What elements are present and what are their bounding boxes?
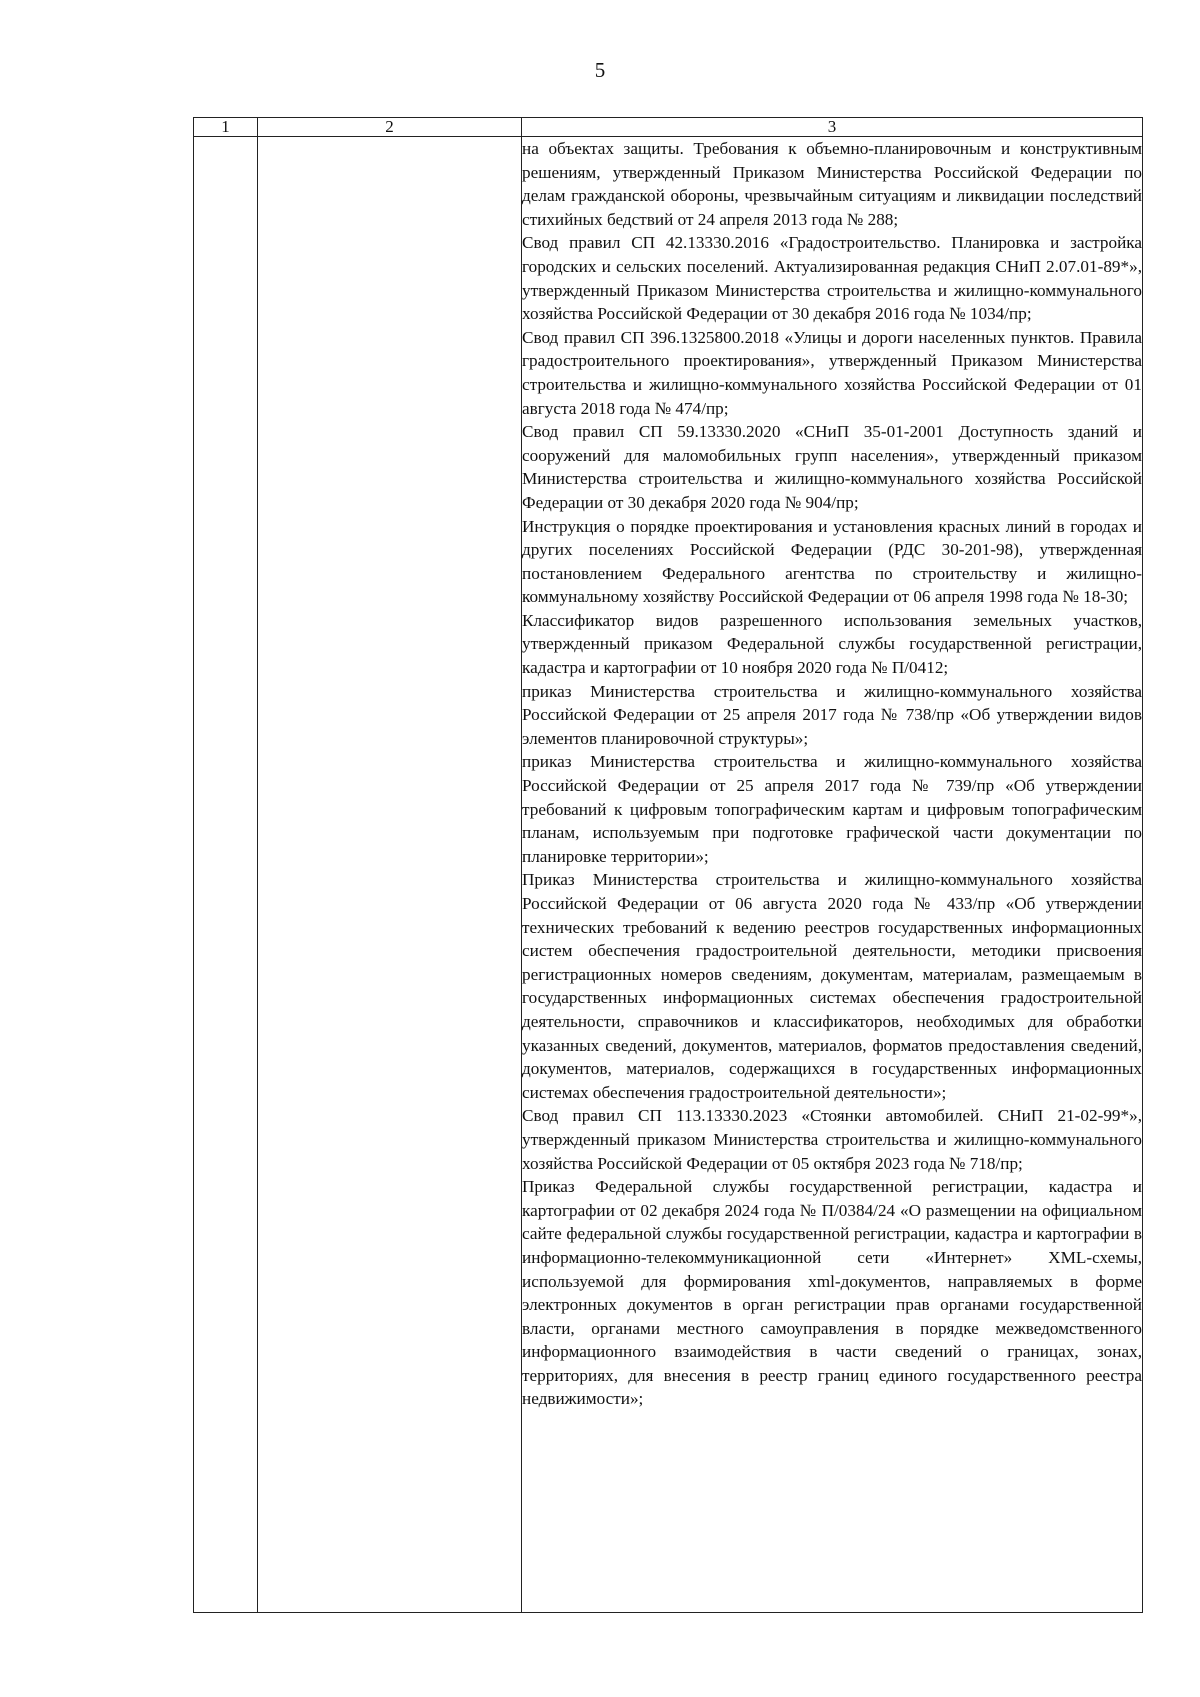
paragraph-rds-instruction: Инструкция о порядке проектирования и установления красных линий в городах и других поселениях Российской Федерации (РДС 30-201-98), утвержденная постановлением Федерального агентства по строительству и жилищно-коммунальному хозяйству Российской Федерации от 06 апреля 1998 года № 18-30; [522,516,1142,607]
document-table [193,117,1143,1613]
paragraph-sp-396: Свод правил СП 396.1325800.2018 «Улицы и дороги населенных пунктов. Правила градостроительного проектирования», утвержденный Приказом Министерства строительства и жилищно-коммунального хозяйства Российской Федерации от 01 августа 2018 года № 474/пр; [522,327,1142,418]
column-header-3: 3 [522,118,1143,137]
row-number-cell [194,137,258,1613]
paragraph-sp-113: Свод правил СП 113.13330.2023 «Стоянки автомобилей. СНиП 21-02-99*», утвержденный приказом Министерства строительства и жилищно-коммунального хозяйства Российской Федерации от 05 октября 2023 года № 718/пр; [522,1106,1142,1173]
paragraph-fire-safety-order: на объектах защиты. Требования к объемно-планировочным и конструктивным решениям, утвержденный Приказом Министерства Российской Федерации по делам гражданской обороны, чрезвычайным ситуациям и ликвидации последствий стихийных бедствий от 24 апреля 2013 года № 288; [522,139,1142,229]
paragraph-rosreestr-order: Приказ Федеральной службы государственной регистрации, кадастра и картографии от 02 декабря 2024 года № П/0384/24 «О размещении на официальном сайте федеральной службы государственной регистрации, кадастра и картографии в информационно-телекоммуникационной сети «Интернет» XML-схемы, используемой для формирования xml-документов, направляемых в форме электронных документов в орган регистрации прав органами государственной власти, органами местного самоуправления в порядке межведомственного информационного взаимодействия в части сведений о границах, зонах, территориях, для внесения в реестр границ единого государственного реестра недвижимости»; [522,1177,1142,1409]
paragraph-land-use-classifier: Классификатор видов разрешенного использования земельных участков, утвержденный приказом Федеральной службы государственной регистрации, кадастра и картографии от 10 ноября 2020 года № П/0412; [522,610,1142,678]
page-number: 5 [594,58,606,82]
column-header-1: 1 [194,118,258,137]
paragraph-order-433: Приказ Министерства строительства и жилищно-коммунального хозяйства Российской Федерации от 06 августа 2020 года № 433/пр «Об утверждении технических требований к ведению реестров государственных информационных систем обеспечения градостроительной деятельности, методики присвоения регистрационных номеров сведениям, документам, материалам, размещаемым в государственных информационных системах обеспечения градостроительной деятельности, справочников и классификаторов, необходимых для обработки указанных сведений, документов, материалов, форматов предоставления сведений, документов, материалов, содержащихся в государственных информационных системах обеспечения градостроительной деятельности»; [522,870,1142,1102]
table-row [194,137,1143,1613]
row-content-cell [522,137,1143,1613]
paragraph-sp-42: Свод правил СП 42.13330.2016 «Градостроительство. Планировка и застройка городских и сельских поселений. Актуализированная редакция СНиП 2.07.01-89*», утвержденный Приказом Министерства строительства и жилищно-коммунального хозяйства Российской Федерации от 30 декабря 2016 года № 1034/пр; [522,233,1142,324]
paragraph-sp-59: Свод правил СП 59.13330.2020 «СНиП 35-01-2001 Доступность зданий и сооружений для маломобильных групп населения», утвержденный приказом Министерства строительства и жилищно-коммунального хозяйства Российской Федерации от 30 декабря 2020 года № 904/пр; [522,422,1142,512]
row-title-cell [258,137,522,1613]
paragraph-order-738: приказ Министерства строительства и жилищно-коммунального хозяйства Российской Федерации от 25 апреля 2017 года № 738/пр «Об утверждении видов элементов планировочной структуры»; [522,681,1142,748]
paragraph-order-739: приказ Министерства строительства и жилищно-коммунального хозяйства Российской Федерации от 25 апреля 2017 года № 739/пр «Об утверждении требований к цифровым топографическим картам и цифровым топографическим планам, используемым при подготовке графической части документации по планировке территории»; [522,752,1142,866]
column-header-2: 2 [258,118,522,137]
table-header-row [194,118,1143,137]
